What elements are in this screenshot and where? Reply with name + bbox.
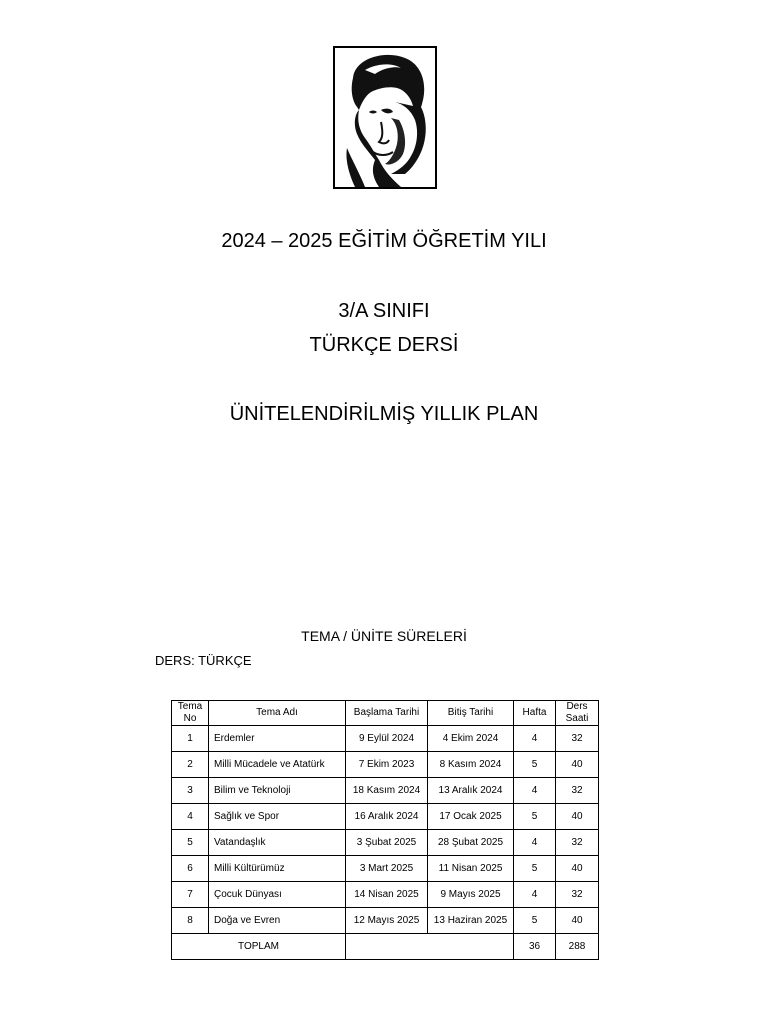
- cell-hours: 32: [556, 882, 599, 908]
- cell-hours: 32: [556, 778, 599, 804]
- header-baslama-tarihi: Başlama Tarihi: [346, 701, 428, 726]
- table-row: [172, 752, 599, 778]
- cell-start: 7 Ekim 2023: [346, 752, 428, 778]
- table-header-row: [172, 701, 599, 726]
- cell-start: 16 Aralık 2024: [346, 804, 428, 830]
- cell-end: 13 Haziran 2025: [428, 908, 514, 934]
- ders-label: DERS: TÜRKÇE: [155, 653, 252, 668]
- cell-name: Vatandaşlık: [209, 830, 346, 856]
- cell-no: 2: [172, 752, 209, 778]
- cell-end: 4 Ekim 2024: [428, 726, 514, 752]
- table-row: [172, 804, 599, 830]
- cell-weeks: 4: [514, 778, 556, 804]
- cell-name: Milli Mücadele ve Atatürk: [209, 752, 346, 778]
- cell-name: Sağlık ve Spor: [209, 804, 346, 830]
- cell-start: 3 Şubat 2025: [346, 830, 428, 856]
- cell-start: 3 Mart 2025: [346, 856, 428, 882]
- cell-end: 9 Mayıs 2025: [428, 882, 514, 908]
- cell-start: 18 Kasım 2024: [346, 778, 428, 804]
- header-ders-saati: Ders Saati: [556, 701, 599, 726]
- cell-weeks: 5: [514, 804, 556, 830]
- header-hafta: Hafta: [514, 701, 556, 726]
- total-label: TOPLAM: [172, 934, 346, 960]
- cell-hours: 40: [556, 804, 599, 830]
- table-row: [172, 908, 599, 934]
- portrait-icon: [335, 48, 435, 187]
- cell-start: 9 Eylül 2024: [346, 726, 428, 752]
- cell-no: 7: [172, 882, 209, 908]
- cell-start: 14 Nisan 2025: [346, 882, 428, 908]
- table-row: [172, 778, 599, 804]
- table-row: [172, 726, 599, 752]
- cell-hours: 40: [556, 856, 599, 882]
- cell-no: 8: [172, 908, 209, 934]
- table-total-row: [172, 934, 599, 960]
- year-title: 2024 – 2025 EĞİTİM ÖĞRETİM YILI: [221, 230, 547, 252]
- cell-weeks: 4: [514, 830, 556, 856]
- header-tema-adi: Tema Adı: [209, 701, 346, 726]
- table-row: [172, 830, 599, 856]
- total-hours: 288: [556, 934, 599, 960]
- cell-hours: 40: [556, 752, 599, 778]
- cell-hours: 40: [556, 908, 599, 934]
- cell-hours: 32: [556, 726, 599, 752]
- cell-no: 5: [172, 830, 209, 856]
- cell-name: Bilim ve Teknoloji: [209, 778, 346, 804]
- cell-name: Erdemler: [209, 726, 346, 752]
- cell-weeks: 5: [514, 752, 556, 778]
- table-row: [172, 856, 599, 882]
- cell-end: 17 Ocak 2025: [428, 804, 514, 830]
- cell-weeks: 5: [514, 908, 556, 934]
- cell-weeks: 4: [514, 882, 556, 908]
- cell-end: 11 Nisan 2025: [428, 856, 514, 882]
- header-bitis-tarihi: Bitiş Tarihi: [428, 701, 514, 726]
- cell-weeks: 5: [514, 856, 556, 882]
- cell-no: 1: [172, 726, 209, 752]
- cell-name: Çocuk Dünyası: [209, 882, 346, 908]
- class-title: 3/A SINIFI: [338, 300, 430, 322]
- cell-name: Doğa ve Evren: [209, 908, 346, 934]
- cell-no: 3: [172, 778, 209, 804]
- plan-title: ÜNİTELENDİRİLMİŞ YILLIK PLAN: [229, 403, 539, 425]
- table-row: [172, 882, 599, 908]
- course-title: TÜRKÇE DERSİ: [309, 334, 459, 356]
- theme-duration-table: [171, 700, 599, 960]
- cell-name: Milli Kültürümüz: [209, 856, 346, 882]
- cell-no: 6: [172, 856, 209, 882]
- cell-no: 4: [172, 804, 209, 830]
- section-title: TEMA / ÜNİTE SÜRELERİ: [301, 628, 467, 644]
- cell-weeks: 4: [514, 726, 556, 752]
- cell-end: 8 Kasım 2024: [428, 752, 514, 778]
- portrait-image: [333, 46, 437, 189]
- cell-end: 28 Şubat 2025: [428, 830, 514, 856]
- cell-start: 12 Mayıs 2025: [346, 908, 428, 934]
- cell-hours: 32: [556, 830, 599, 856]
- total-weeks: 36: [514, 934, 556, 960]
- total-empty-cell: [346, 934, 514, 960]
- header-tema-no: Tema No: [172, 701, 209, 726]
- cell-end: 13 Aralık 2024: [428, 778, 514, 804]
